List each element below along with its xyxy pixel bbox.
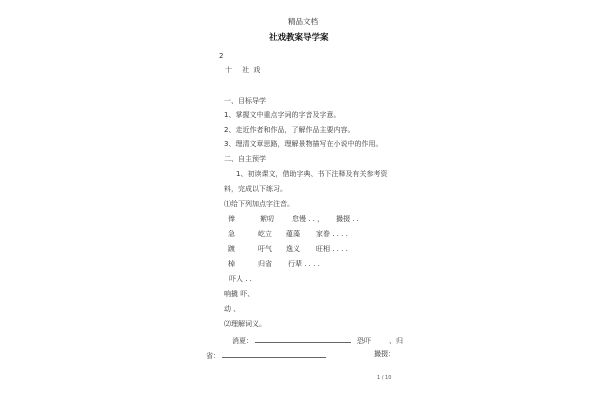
section-heading-selfstudy: 二、自主预学: [224, 155, 266, 163]
word-item: 棹: [228, 260, 235, 268]
word-item: 踱: [228, 245, 235, 253]
word-item: 蕴藻: [286, 230, 300, 238]
vocab-label: 省：: [206, 352, 220, 360]
instruction-line: 1、初读课文，借助字典、书下注释及有关参考资: [236, 170, 388, 178]
word-item: 絮叨: [260, 215, 274, 223]
word-item: 屹立: [258, 230, 272, 238]
word-item: 吁气: [258, 245, 272, 253]
pinyin-row: [228, 230, 348, 239]
lesson-heading: 十 社戏: [225, 66, 265, 74]
vocab-line: [206, 350, 326, 361]
document-number: 2: [219, 52, 224, 60]
word-item: 急: [228, 230, 235, 238]
vocab-label: 撮掇：: [374, 350, 395, 358]
document-title: 社戏教案导学案: [269, 33, 329, 43]
word-item: 撮掇 . .: [336, 215, 359, 223]
pinyin-row: [228, 245, 348, 254]
vocab-label: 、归: [389, 337, 403, 345]
word-item: 响撬 吓、: [224, 290, 255, 298]
word-item: 动 、: [224, 305, 241, 313]
goal-item: 1、掌握文中重点字词的字音及字意。: [224, 111, 341, 119]
answer-blank: [255, 335, 351, 343]
goal-item: 2、走近作者和作品，了解作品主要内容。: [224, 126, 355, 134]
vocab-label: 消夏：: [232, 337, 253, 345]
answer-blank: [222, 350, 326, 358]
word-item: 家眷 . . . .: [316, 230, 348, 238]
instruction-line: 料，完成以下练习。: [224, 185, 287, 193]
subsection-heading-pinyin: ⑴给下列加点字注音。: [224, 200, 294, 208]
word-item: 旺相 . . . .: [316, 245, 348, 253]
page-number: 1 / 10: [377, 375, 392, 381]
word-item: 俸: [228, 215, 235, 223]
running-header: 精品文档: [288, 17, 318, 26]
word-item: 逸义: [286, 245, 300, 253]
section-heading-goals: 一、目标导学: [224, 97, 266, 105]
vocab-line: [232, 335, 403, 346]
pinyin-row: [228, 260, 320, 269]
word-item: 归省: [258, 260, 272, 268]
subsection-heading-vocab: ⑵理解词义。: [224, 320, 266, 328]
word-item: 怠慢 . . ，: [292, 215, 325, 223]
word-item: 吓人 . .: [229, 275, 252, 283]
goal-item: 3、理清文章思路，理解景物描写在小说中的作用。: [224, 140, 383, 148]
pinyin-row: [228, 215, 359, 224]
vocab-label: 恐吓: [357, 337, 371, 345]
word-item: 行辈 . . . .: [288, 260, 320, 268]
